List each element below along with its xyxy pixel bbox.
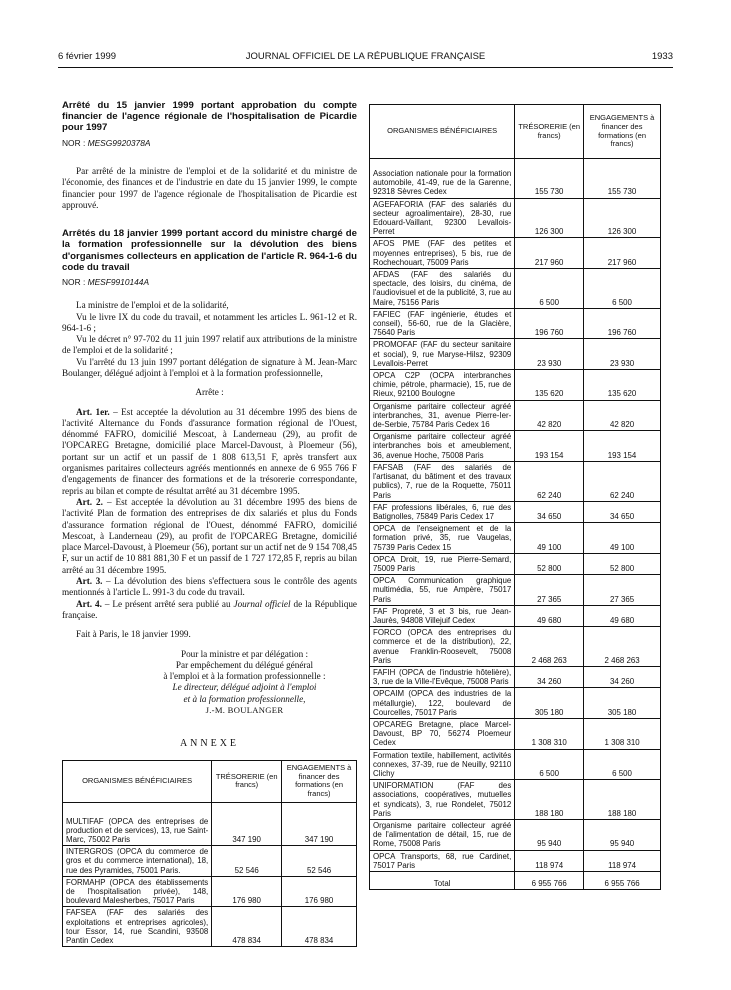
nor-label: NOR :	[62, 276, 86, 287]
table-row	[63, 846, 357, 877]
organisme-cell	[370, 339, 515, 370]
engagements-cell: 6 500	[584, 269, 661, 309]
tresorerie-cell: 347 190	[212, 802, 282, 846]
annexe-table-right	[369, 104, 661, 890]
organisme-name: Organisme paritaire collecteur agréé de l'alimentation de détail, 15, rue de Rome, 75008 Paris	[373, 821, 512, 849]
header-page-number: 1933	[651, 51, 673, 62]
table-row	[370, 780, 661, 820]
table-row	[370, 339, 661, 370]
organisme-name: PROMOFAF (FAF du secteur sanitaire et social), 9, rue Maryse-Hilsz, 92309 Levallois-Perret	[373, 340, 512, 368]
tresorerie-cell: 62 240	[515, 461, 584, 501]
tresorerie-cell: 305 180	[515, 688, 584, 719]
engagements-cell: 347 190	[282, 802, 357, 846]
table-row	[370, 159, 661, 199]
article-3	[62, 576, 357, 599]
table-row	[370, 370, 661, 401]
tresorerie-cell: 34 650	[515, 501, 584, 522]
tresorerie-cell: 176 980	[212, 876, 282, 907]
organisme-name: AGEFAFORIA (FAF des salariés du secteur agroalimentaire), 28-30, rue Edouard-Vaillant, 92300 Levallois-Perret	[373, 199, 512, 237]
table-row	[370, 238, 661, 269]
article-text: – Est acceptée la dévolution au 31 décembre 1995 des biens de l'activité Plan de formation des entreprises de dix salariés et plus du Fonds d'assurance formation régional de l'Ouest, dénommé FAFRO, domicilié Mescoat, à Landerneau (29), au profit de l'OPCAREG Bretagne, domicilié place Marcel-Davoust, à Ploemeur (56), portant sur un actif net de 9 154 708,45 F, sur un actif de 10 881 881,30 F et un passif de 1 727 172,85 F, repris au bilan arrêté au 31 décembre 1995.	[62, 496, 357, 575]
engagements-cell: 305 180	[584, 688, 661, 719]
table-row	[370, 575, 661, 606]
organisme-name: OPCA Transports, 68, rue Cardinet, 75017 Paris	[373, 851, 512, 870]
article-label: Art. 1er.	[76, 406, 110, 417]
tresorerie-cell: 135 620	[515, 370, 584, 401]
engagements-cell: 1 308 310	[584, 718, 661, 749]
engagements-cell: 176 980	[282, 876, 357, 907]
organisme-cell	[370, 269, 515, 309]
table-row	[370, 553, 661, 574]
organisme-cell	[370, 605, 515, 626]
organisme-name: FAFSEA (FAF des salariés des exploitations et entreprises agricoles), tour Essor, 14, rue Scandini, 93508 Pantin Cedex	[66, 908, 209, 946]
column-header-organismes: ORGANISMES BÉNÉFICIAIRES	[63, 760, 212, 802]
table-row	[370, 688, 661, 719]
table-row	[370, 400, 661, 431]
organisme-cell	[370, 523, 515, 554]
signature-line: et à la formation professionnelle,	[183, 693, 306, 704]
nor-code: MESF9910144A	[87, 276, 150, 287]
tresorerie-cell: 188 180	[515, 780, 584, 820]
tresorerie-cell: 42 820	[515, 400, 584, 431]
engagements-cell: 135 620	[584, 370, 661, 401]
organisme-cell	[370, 718, 515, 749]
tresorerie-cell: 52 546	[212, 846, 282, 877]
tresorerie-cell: 27 365	[515, 575, 584, 606]
organisme-cell	[370, 238, 515, 269]
tresorerie-cell: 34 260	[515, 666, 584, 687]
engagements-cell: 126 300	[584, 198, 661, 238]
table-row	[370, 605, 661, 626]
table-row	[370, 666, 661, 687]
table-row	[370, 749, 661, 780]
arrete1-nor	[62, 138, 357, 149]
tresorerie-cell: 6 500	[515, 269, 584, 309]
table-row	[370, 718, 661, 749]
article-label: Art. 2.	[76, 496, 103, 507]
organisme-name: Formation textile, habillement, activités connexes, 37-39, rue de Neuilly, 92110 Clichy	[373, 750, 512, 778]
organisme-cell	[370, 308, 515, 339]
organisme-name: OPCAREG Bretagne, place Marcel-Davoust, BP 70, 56274 Ploemeur Cedex	[373, 719, 512, 748]
engagements-cell: 188 180	[584, 780, 661, 820]
engagements-cell: 217 960	[584, 238, 661, 269]
tresorerie-cell: 478 834	[212, 907, 282, 947]
organisme-cell	[370, 501, 515, 522]
tresorerie-cell: 52 800	[515, 553, 584, 574]
organisme-cell	[63, 876, 212, 907]
organisme-name: AFDAS (FAF des salariés du spectacle, des loisirs, du cinéma, de l'audiovisuel et de la publicité, 3, rue au Maire, 75156 Paris	[373, 270, 512, 307]
tresorerie-cell: 193 154	[515, 431, 584, 462]
column-header-engagements: ENGAGEMENTS à financer des formations (en francs)	[584, 105, 661, 159]
organisme-cell	[370, 666, 515, 687]
engagements-cell: 42 820	[584, 400, 661, 431]
column-header-organismes: ORGANISMES BÉNÉFICIAIRES	[370, 105, 515, 159]
engagements-cell: 34 260	[584, 666, 661, 687]
organisme-cell	[370, 159, 515, 199]
organisme-cell	[370, 198, 515, 238]
engagements-cell: 2 468 263	[584, 627, 661, 667]
organisme-name: FAFIH (OPCA de l'industrie hôtelière), 3, rue de la Ville-l'Evêque, 75008 Paris	[373, 667, 512, 687]
organisme-cell	[63, 846, 212, 877]
paragraph: La ministre de l'emploi et de la solidarité,	[76, 300, 229, 311]
engagements-cell: 193 154	[584, 431, 661, 462]
header-journal-title: JOURNAL OFFICIEL DE LA RÉPUBLIQUE FRANÇAISE	[245, 51, 486, 62]
article-2	[62, 497, 357, 576]
organisme-name: AFOS PME (FAF des petites et moyennes entreprises), 5 bis, rue de Rochechouart, 75009 Paris	[373, 239, 512, 267]
tresorerie-cell: 2 468 263	[515, 627, 584, 667]
engagements-cell: 478 834	[282, 907, 357, 947]
engagements-cell: 49 680	[584, 605, 661, 626]
table-row	[370, 501, 661, 522]
article-text: de la République française.	[62, 598, 358, 620]
paragraph: Vu le livre IX du code du travail, et notamment les articles L. 961-12 et R. 964-1-6 ;	[62, 311, 357, 333]
column-header-engagements: ENGAGEMENTS à financer des formations (en francs)	[282, 760, 357, 802]
signature-line: Le directeur, délégué adjoint à l'emploi	[172, 682, 317, 693]
annexe-title: ANNEXE	[179, 738, 240, 750]
signatory-name: J.-M. BOULANGER	[205, 705, 284, 715]
organisme-name: OPCA C2P (OCPA interbranches chimie, pétrole, pharmacie), 15, rue de Rieux, 92100 Boulogne	[373, 371, 512, 399]
signature-line: Pour la ministre et par délégation :	[180, 648, 309, 659]
tresorerie-cell: 217 960	[515, 238, 584, 269]
article-text: – Le présent arrêté sera publié au	[101, 598, 234, 609]
left-column	[62, 100, 357, 947]
engagements-cell: 52 800	[584, 553, 661, 574]
total-label: Total	[370, 872, 515, 890]
organisme-name: FORMAHP (OPCA des établissements de l'hospitalisation privée), 148, boulevard Malesherbes, 75017 Paris	[66, 877, 209, 906]
total-engagements: 6 955 766	[584, 872, 661, 890]
tresorerie-cell: 155 730	[515, 159, 584, 199]
table-row	[63, 876, 357, 907]
organisme-name: OPCA Communication graphique multimédia, 55, rue Ampère, 75017 Paris	[373, 576, 512, 604]
signature-line: à l'emploi et à la formation professionnelle :	[163, 671, 326, 682]
tresorerie-cell: 196 760	[515, 308, 584, 339]
engagements-cell: 34 650	[584, 501, 661, 522]
table-row	[370, 431, 661, 462]
organisme-name: OPCAIM (OPCA des industries de la métallurgie), 122, boulevard de Courcelles, 75017 Paris	[373, 689, 512, 717]
article-1	[62, 407, 357, 497]
organisme-cell	[370, 431, 515, 462]
organisme-name: Association nationale pour la formation automobile, 41-49, rue de la Garenne, 92318 Sèvres Cedex	[373, 169, 512, 197]
organisme-cell	[63, 802, 212, 846]
article-text: – Est acceptée la dévolution au 31 décembre 1995 des biens de l'activité Alternance du Fonds d'assurance formation régional de l'Ouest, dénommé FAFRO, domicilié Mescoat, à Landerneau (29), au profit de l'OPCAREG Bretagne, domicilié place Marcel-Davoust, à Ploemeur (56), portant sur un actif et un passif de 1 808 613,51 F, après transfert aux organismes paritaires collecteurs agréés mentionnés en annexe de 6 955 766 F d'engagements de financer des formations et de la trésorerie correspondante, repris au bilan et compte de résultat arrêté au 31 décembre 1995.	[62, 406, 357, 496]
organisme-name: OPCA Droit, 19, rue Pierre-Semard, 75009 Paris	[373, 554, 512, 573]
table-row	[370, 820, 661, 851]
tresorerie-cell: 126 300	[515, 198, 584, 238]
organisme-cell	[370, 688, 515, 719]
organisme-name: MULTIFAF (OPCA des entreprises de production et de services), 13, rue Saint-Marc, 75002 Paris	[66, 816, 209, 844]
engagements-cell: 27 365	[584, 575, 661, 606]
paragraph: Vu l'arrêté du 13 juin 1997 portant délégation de signature à M. Jean-Marc Boulanger, délégué adjoint à l'emploi et à la formation professionnelle,	[62, 356, 357, 378]
organisme-name: Organisme paritaire collecteur agréé interbranches, 31, avenue Pierre-Ier-de-Serbie, 75784 Paris Cedex 16	[373, 401, 512, 430]
organisme-name: UNIFORMATION (FAF des associations, coopératives, mutuelles et syndicats), 3, rue Rondelet, 75012 Paris	[373, 781, 512, 818]
organisme-cell	[370, 400, 515, 431]
article-text: – La dévolution des biens s'effectuera sous le contrôle des agents mentionnés à l'article L. 991-3 du code du travail.	[62, 576, 357, 598]
article-4	[62, 599, 357, 622]
organisme-cell	[370, 370, 515, 401]
header-rule	[58, 67, 673, 68]
engagements-cell: 62 240	[584, 461, 661, 501]
table-row	[63, 802, 357, 846]
arrete2-nor	[62, 277, 357, 288]
fait-a-paris: Fait à Paris, le 18 janvier 1999.	[76, 629, 191, 640]
engagements-cell: 118 974	[584, 850, 661, 871]
arrete-label: Arrête :	[195, 387, 224, 398]
organisme-name: INTERGROS (OPCA du commerce de gros et du commerce international), 18, rue des Pyramides, 75001 Paris.	[66, 847, 209, 875]
signature-line: Par empêchement du délégué général	[175, 659, 314, 670]
engagements-cell: 49 100	[584, 523, 661, 554]
organisme-name: FAF Propreté, 3 et 3 bis, rue Jean-Jaurès, 94808 Villejuif Cedex	[373, 606, 512, 625]
header-date: 6 février 1999	[58, 51, 117, 62]
tresorerie-cell: 95 940	[515, 820, 584, 851]
article-label: Art. 4.	[76, 598, 102, 609]
table-row	[370, 523, 661, 554]
organisme-name: OPCA de l'enseignement et de la formation privé, 35, rue Vaugelas, 75739 Paris Cedex 15	[373, 524, 512, 552]
tresorerie-cell: 1 308 310	[515, 718, 584, 749]
organisme-cell	[370, 553, 515, 574]
organisme-cell	[370, 820, 515, 851]
organisme-name: FAF professions libérales, 6, rue des Batignolles, 75849 Paris Cedex 17	[373, 502, 512, 521]
column-header-tresorerie: TRÉSORERIE (en francs)	[212, 760, 282, 802]
tresorerie-cell: 49 100	[515, 523, 584, 554]
signature-block	[62, 649, 357, 717]
table-row	[370, 308, 661, 339]
journal-officiel: Journal officiel	[233, 598, 291, 609]
total-tresorerie: 6 955 766	[515, 872, 584, 890]
organisme-name: FAFSAB (FAF des salariés de l'artisanat, du bâtiment et des travaux publics), 7, rue de la Roquette, 75011 Paris	[373, 462, 512, 500]
page-header	[58, 51, 673, 65]
tresorerie-cell: 118 974	[515, 850, 584, 871]
tresorerie-cell: 23 930	[515, 339, 584, 370]
engagements-cell: 23 930	[584, 339, 661, 370]
organisme-cell	[370, 850, 515, 871]
organisme-cell	[370, 780, 515, 820]
table-row	[370, 269, 661, 309]
table-row	[370, 627, 661, 667]
tresorerie-cell: 49 680	[515, 605, 584, 626]
nor-code: MESG9920378A	[87, 137, 151, 148]
organisme-cell	[370, 749, 515, 780]
tresorerie-cell: 6 500	[515, 749, 584, 780]
table-row	[370, 461, 661, 501]
article-label: Art. 3.	[76, 576, 103, 587]
organisme-name: Organisme paritaire collecteur agréé interbranches bois et ameublement, 36, avenue Hoche, 75008 Paris	[373, 432, 512, 460]
table-row	[370, 850, 661, 871]
nor-label: NOR :	[62, 137, 86, 148]
annexe-table-left	[62, 760, 357, 948]
table-row	[370, 198, 661, 238]
organisme-cell	[370, 461, 515, 501]
column-header-tresorerie: TRÉSORERIE (en francs)	[515, 105, 584, 159]
organisme-cell	[370, 627, 515, 667]
paragraph: Vu le décret n° 97-702 du 11 juin 1997 relatif aux attributions de la ministre de l'emploi et de la solidarité ;	[62, 334, 357, 356]
engagements-cell: 6 500	[584, 749, 661, 780]
organisme-name: FORCO (OPCA des entreprises du commerce et de la distribution), 22, avenue Franklin-Roosevelt, 75008 Paris	[373, 628, 512, 665]
arrete1-body: Par arrêté de la ministre de l'emploi et de la solidarité et du ministre de l'économie, des finances et de l'industrie en date du 15 janvier 1999, le compte financier pour 1997 de l'agence régionale de l'hospitalisation de Picardie est approuvé.	[62, 165, 357, 210]
engagements-cell: 95 940	[584, 820, 661, 851]
engagements-cell: 196 760	[584, 308, 661, 339]
arrete2-title: Arrêtés du 18 janvier 1999 portant accord du ministre chargé de la formation professionnelle sur la dévolution des biens d'organismes collecteurs en application de l'article R. 964-1-6 du code du travail	[62, 228, 357, 273]
organisme-cell	[63, 907, 212, 947]
engagements-cell: 155 730	[584, 159, 661, 199]
organisme-cell	[370, 575, 515, 606]
table-row	[63, 907, 357, 947]
organisme-name: FAFIEC (FAF ingénierie, études et conseil), 56-60, rue de la Glacière, 75640 Paris	[373, 309, 512, 338]
engagements-cell: 52 546	[282, 846, 357, 877]
arrete1-title: Arrêté du 15 janvier 1999 portant approbation du compte financier de l'agence régionale de l'hospitalisation de Picardie pour 1997	[62, 100, 357, 134]
